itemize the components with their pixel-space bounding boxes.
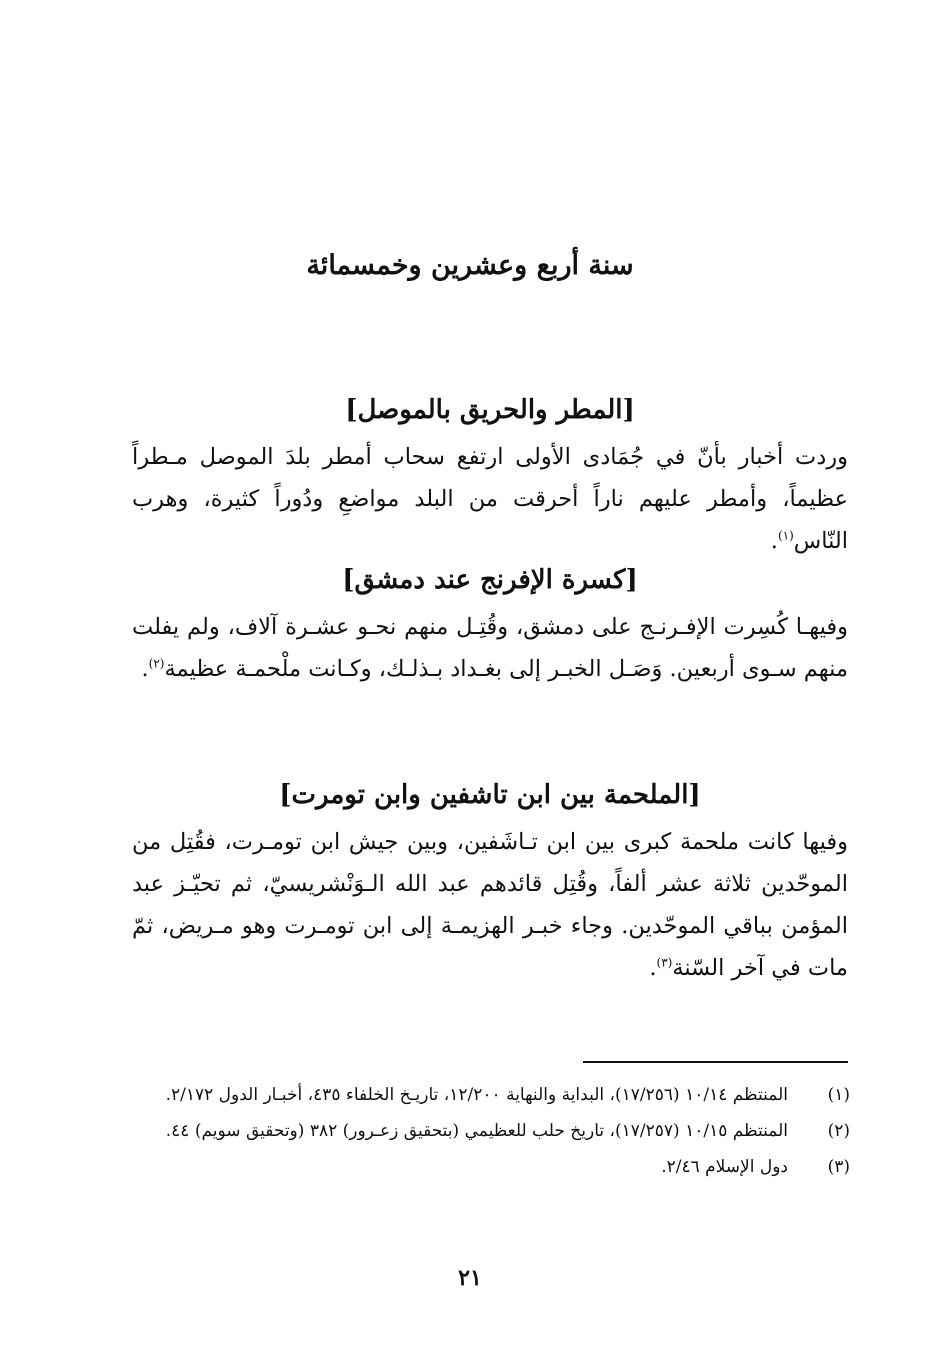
footnote-text: المنتظم ١٠/١٤ (١٧/٢٥٦)، البداية والنهاية ١٢/٢٠٠، تاريـخ الخلفاء ٤٣٥، أخبـار الدول ٢/١٧٢. (165, 1085, 788, 1105)
section-text: وردت أخبار بأنّ في جُمَادى الأولى ارتفع سحاب أمطر بلدَ الموصل مـطراً عظيماً، وأمطر عليهم ناراً أحرقت من البلد مواضعِ ودُوراً كثيرة، وهرب النّاس (132, 444, 848, 554)
sentence-end: . (649, 955, 657, 981)
footnote-ref: (٢) (148, 656, 165, 671)
footnote-number: (٢) (827, 1121, 850, 1141)
footnote-text: دول الإسلام ٢/٤٦. (661, 1157, 788, 1177)
section-battle-tashfin-tumart (132, 775, 848, 989)
section-text: وفيهـا كُسِرت الإفـرنـج على دمشق، وقُتِـل منهم نحـو عشـرة آلاف، ولم يفلت منهم سـوى أربعين. وَصَـل الخبـر إلى بغـداد بـذلـك، وكـانت ملْحمـة عظيمة (132, 614, 848, 682)
year-title: سنة أربع وعشرين وخمسمائة (306, 250, 634, 281)
section-body (132, 606, 848, 690)
section-heading: [المطر والحريق بالموصل] (345, 395, 635, 425)
section-franks-defeat-damascus (132, 560, 848, 690)
footnote-divider (583, 1061, 848, 1063)
footnote-text: المنتظم ١٠/١٥ (١٧/٢٥٧)، تاريخ حلب للعظيمي (بتحقيق زعـرور) ٣٨٢ (وتحقيق سويم) ٤٤. (165, 1121, 788, 1141)
page-number: ٢١ (458, 1265, 482, 1291)
section-heading: [كسرة الإفرنج عند دمشق] (342, 565, 638, 595)
section-body (132, 436, 848, 562)
sentence-end: . (770, 528, 778, 554)
footnotes (128, 1080, 850, 1188)
section-text: وفيها كانت ملحمة كبرى بين ابن تـاشَفين، وبين جيش ابن تومـرت، فقُتِل من الموحّدين ثلاثة عشر ألفاً، وقُتِل قائدهم عبد الله الـوَنْشريسيّ، ثم تحيّـز عبد المؤمن بباقي الموحّدين. وجاء خبـر الهزيمـة إلى ابن تومـرت وهو مـريض، ثمّ مات في آخر السّنة (132, 829, 848, 981)
footnote-ref: (٣) (656, 955, 673, 970)
section-heading: [الملحمة بين ابن تاشفين وابن تومرت] (279, 780, 701, 810)
footnote-item (128, 1116, 850, 1146)
sentence-end: . (141, 656, 149, 682)
footnote-number: (٣) (827, 1157, 850, 1177)
footnote-item (128, 1080, 850, 1110)
section-body (132, 821, 848, 989)
footnote-number: (١) (827, 1085, 850, 1105)
section-rain-fire-mosul (132, 390, 848, 562)
footnote-ref: (١) (777, 528, 794, 543)
footnote-item (128, 1152, 850, 1182)
